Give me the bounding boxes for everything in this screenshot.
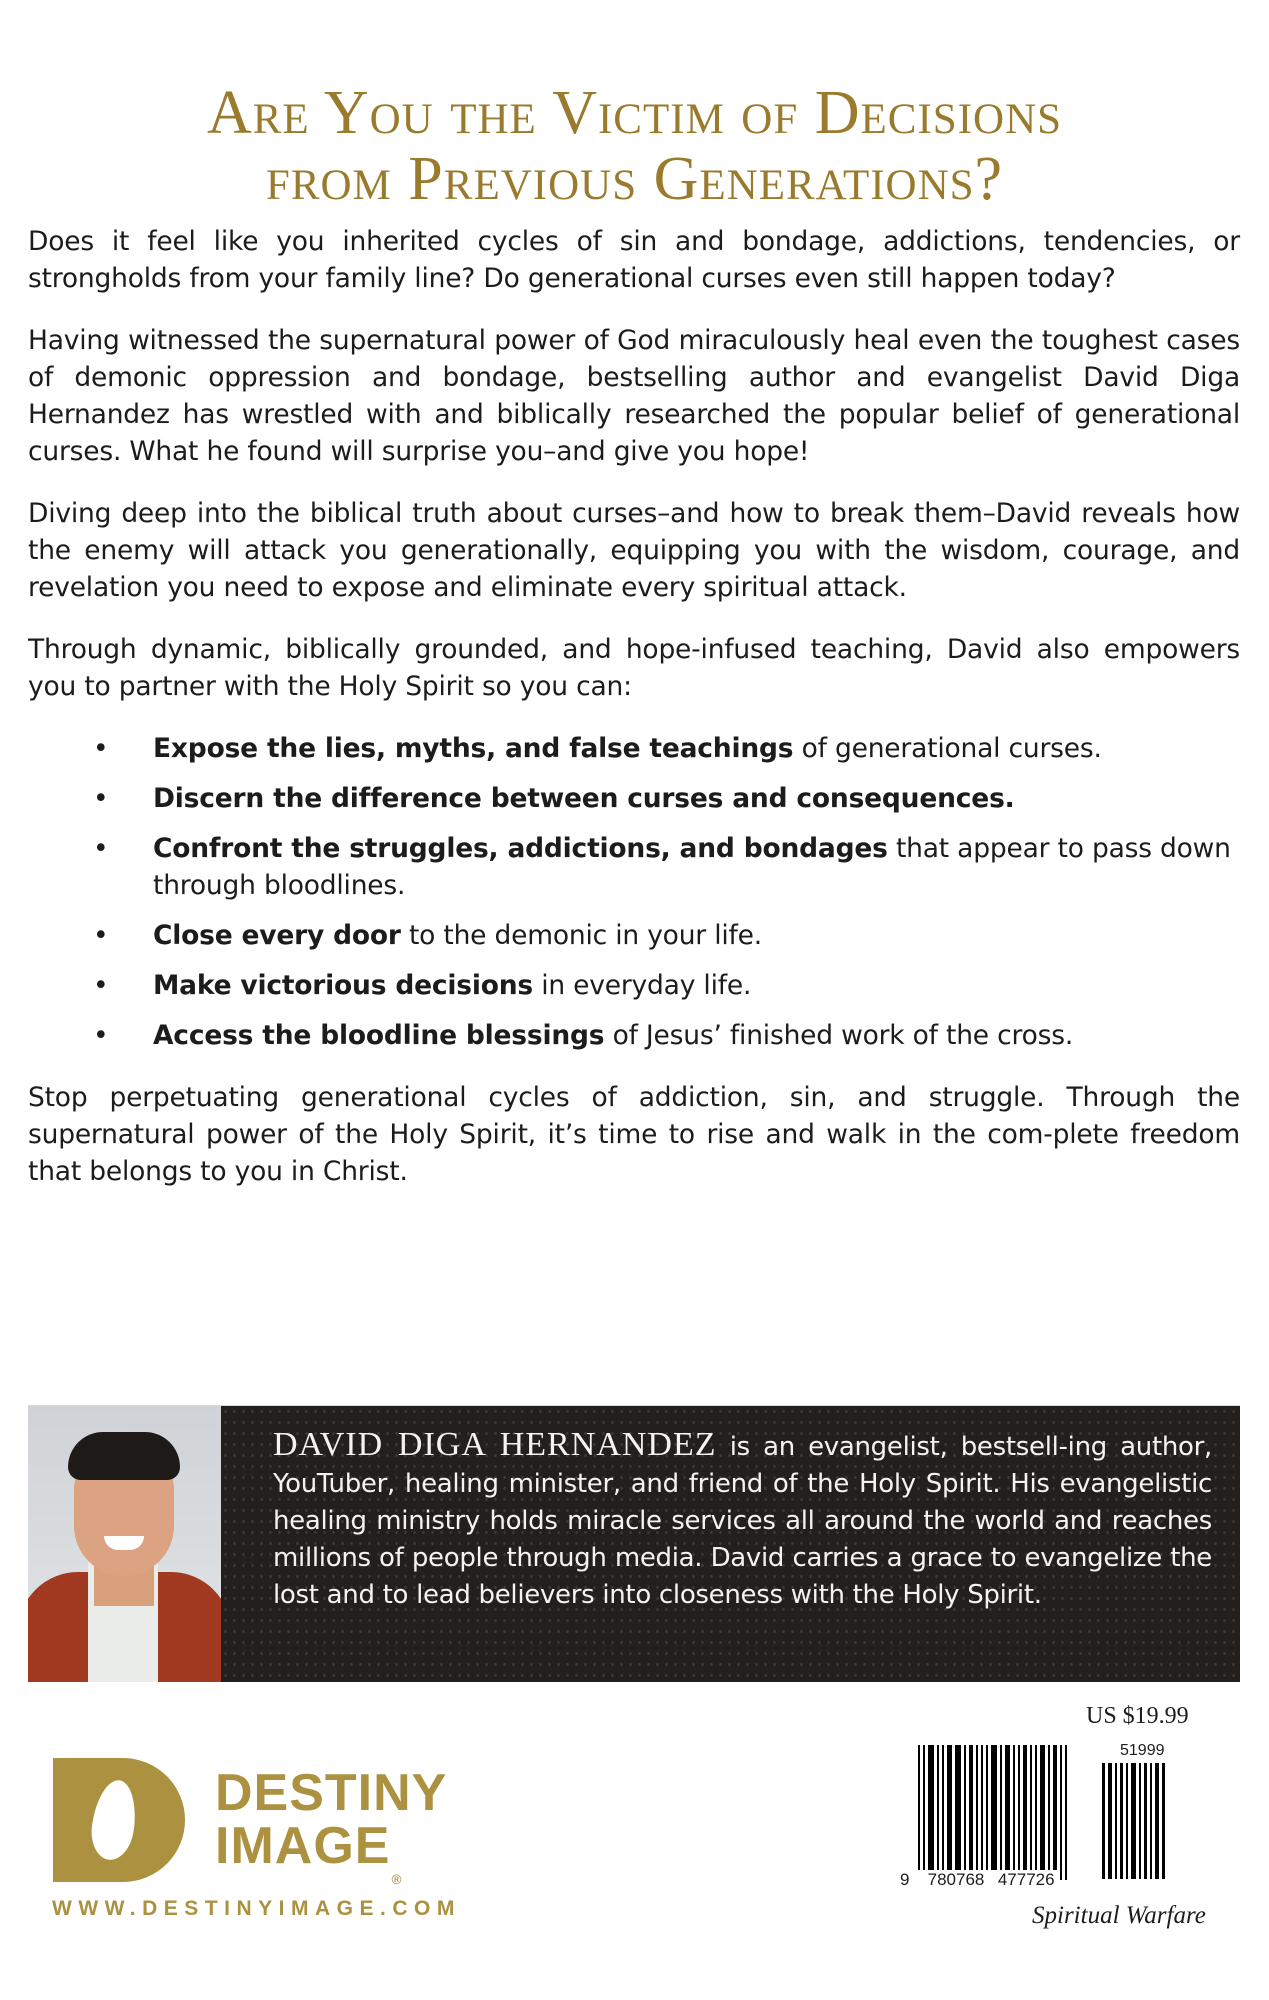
paragraph-author: Having witnessed the supernatural power of God miraculously heal even the toughest cases of demonic oppression and bondage, bestselling author and evangelist David Diga Hernandez has wrestled with and biblically researched the popular belief of generational curses. What he found will surprise you–and give you hope! [28, 325, 1240, 467]
registered-mark-icon: ® [390, 1873, 403, 1888]
bullet-icon: • [93, 920, 109, 951]
bullet-icon: • [93, 833, 109, 864]
list-item [28, 917, 1240, 954]
headline-line-2: from Previous Generations? [265, 145, 1004, 213]
isbn-group-1: 780768 [927, 1870, 985, 1889]
bullet-rest: in everyday life. [532, 970, 752, 1001]
bullet-icon: • [93, 783, 109, 814]
isbn-barcode [918, 1745, 1070, 1885]
bullet-rest: that appear to pass down through bloodlines. [153, 833, 1231, 901]
paragraph-through: Through dynamic, biblically grounded, and hope-infused teaching, David also empowers you to partner with the Holy Spirit so you can: [28, 634, 1240, 702]
publisher-url: WWW.DESTINYIMAGE.COM [52, 1897, 461, 1920]
bullet-icon: • [93, 1020, 109, 1051]
isbn-group-2: 477726 [997, 1870, 1055, 1889]
bullet-bold: Confront the struggles, addictions, and bondages [153, 833, 888, 864]
list-item [28, 967, 1240, 1004]
paragraph-diving: Diving deep into the biblical truth about curses–and how to break them–David reveals how the enemy will attack you generationally, equipping you with the wisdom, courage, and revelation you need to expose and eliminate every spiritual attack. [28, 498, 1240, 603]
paragraph-intro: Does it feel like you inherited cycles of sin and bondage, addictions, tendencies, or strongholds from your family line? Do generational curses even still happen today? [28, 226, 1240, 294]
bullet-rest: of Jesus’ finished work of the cross. [604, 1020, 1074, 1051]
bullet-rest: to the demonic in your life. [400, 920, 762, 951]
bullet-bold: Close every door [153, 920, 401, 951]
price-addon-code: 51999 [1120, 1742, 1165, 1759]
bullet-bold: Discern the difference between curses and consequences. [153, 783, 1015, 814]
benefits-list [28, 730, 1240, 1054]
bullet-rest: of generational curses. [793, 733, 1102, 764]
isbn-number [898, 1870, 1057, 1890]
publisher-name-line-1: DESTINY [215, 1764, 448, 1822]
bullet-bold: Expose the lies, myths, and false teachings [153, 733, 794, 764]
list-item [28, 780, 1240, 817]
isbn-prefix: 9 [900, 1870, 910, 1889]
author-name: DAVID DIGA HERNANDEZ [273, 1426, 717, 1463]
list-item [28, 830, 1240, 904]
publisher-logo [50, 1747, 470, 1927]
bullet-icon: • [93, 733, 109, 764]
bullet-bold: Make victorious decisions [153, 970, 533, 1001]
author-bio-text [221, 1406, 1240, 1682]
paragraph-closing: Stop perpetuating generational cycles of addiction, sin, and struggle. Through the supernatural power of the Holy Spirit, it’s time to rise and walk in the com-plete freedom that belongs to you in Christ. [28, 1082, 1240, 1187]
price-label: US $19.99 [1086, 1703, 1189, 1729]
book-headline [0, 80, 1269, 212]
bullet-icon: • [93, 970, 109, 1001]
description-body [28, 223, 1240, 1215]
bullet-bold: Access the bloodline blessings [153, 1020, 605, 1051]
book-category: Spiritual Warfare [1032, 1902, 1206, 1929]
author-bio-panel [28, 1405, 1240, 1682]
author-photo [28, 1406, 221, 1682]
author-bio-body: is an evangelist, bestsell-ing author, YouTuber, healing minister, and friend of the Holy Spirit. His evangelistic healing ministry holds miracle services all around the world and reaches millions of people through media. David carries a grace to evangelize the lost and to lead believers into closeness with the Holy Spirit. [273, 1432, 1212, 1610]
list-item [28, 1017, 1240, 1054]
destiny-d-flame-icon [53, 1758, 185, 1882]
publisher-name-line-2: IMAGE [215, 1817, 391, 1875]
price-addon-barcode [1102, 1763, 1168, 1879]
list-item [28, 730, 1240, 767]
headline-line-1: Are You the Victim of Decisions [206, 79, 1063, 147]
